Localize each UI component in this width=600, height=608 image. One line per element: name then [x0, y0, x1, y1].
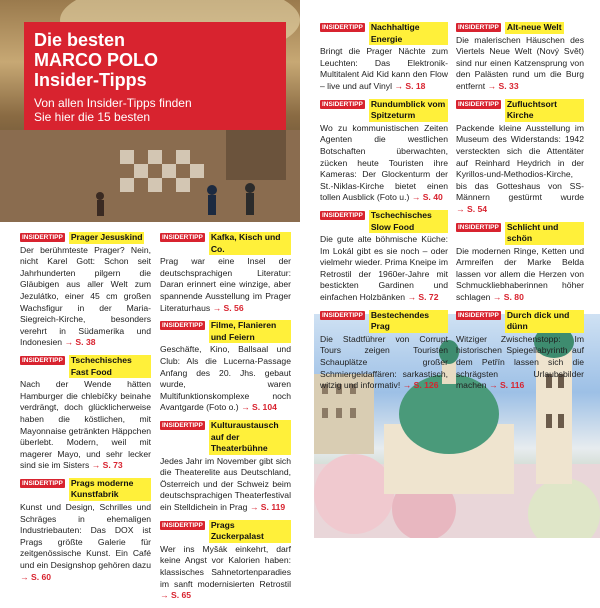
- tip-entry: [456, 222, 584, 304]
- banner-title-line1: Die besten: [34, 30, 126, 50]
- tip-body: Die gute alte böhmische Küche: Im Lokál gibt es sie noch – oder vielmehr wieder. Prima Kneipe im Retrostil der 1960er-Jahre mit bestickten Gardinen und einfachen Holzbänken: [320, 234, 448, 303]
- tip-entry: [20, 478, 151, 583]
- insider-tip-badge: INSIDERTIPP: [22, 479, 63, 487]
- insider-tip-badge: INSIDERTIPP: [322, 211, 363, 219]
- page-reference: → S. 116: [488, 380, 525, 391]
- insider-tip-badge: INSIDERTIPP: [22, 234, 63, 241]
- tip-title: Prags Zuckerpalast: [209, 520, 291, 543]
- page-reference: → S. 65: [160, 590, 192, 601]
- tips-column-3: [320, 22, 448, 398]
- tip-entry: [320, 210, 448, 304]
- banner-subtitle-line1: Von allen Insider-Tipps finden: [34, 96, 192, 110]
- tip-title: Zufluchtsort Kirche: [505, 99, 584, 122]
- page-reference: → S. 33: [487, 80, 519, 91]
- tip-title: Bestechendes Prag: [369, 310, 448, 333]
- tip-body: Kunst und Design, Schrilles und Schräges in ehemaligen Industriebauten: Das DOX ist Prags größte Galerie für zeitgenössische Kunst. Ein Café und ein Designshop gehören dazu: [20, 502, 151, 571]
- insider-tip-badge: INSIDERTIPP: [322, 311, 363, 319]
- page-reference: → S. 119: [249, 502, 286, 513]
- page-reference: → S. 104: [241, 402, 277, 413]
- tip-title: Alt-neue Welt: [506, 22, 562, 32]
- page-reference: → S. 40: [411, 192, 443, 203]
- page-reference: → S. 60: [20, 571, 52, 582]
- tip-entry: [20, 232, 151, 349]
- page-reference: → S. 56: [212, 302, 244, 313]
- tip-body: Prag war eine Insel der deutschsprachigen Literatur: Daran erinnert eine winzige, aber spannende Ausstellung im Prager Literaturhaus: [160, 256, 291, 313]
- tip-body: Nach der Wende hätten Hamburger die chlebíčky beinahe verdrängt, doch glücklicherweise haben die köstlichen, mit Mayonnaise getränkten Häppchen überlebt. Modern, weil mit magerer Mayo, und sehr lecker sind sie im Sisters: [20, 379, 151, 471]
- tip-entry: [320, 22, 448, 93]
- page-reference: → S. 80: [492, 292, 524, 303]
- tip-body: Wer ins Myšák einkehrt, darf keine Angst vor Kalorien haben: klassisches Sahnetortenparadies im sanft modernisierten Retrostil: [160, 543, 291, 589]
- page-reference: → S. 72: [407, 292, 439, 303]
- tip-title: Prager Jesuskind: [70, 232, 143, 242]
- tip-body: Die Stadtführer von Corrupt Tours zeigen Touristen Schauplätze großer Schmiergeldaffären: sarkastisch, witzig und informativ!: [320, 333, 448, 391]
- tip-title: Schlicht und schön: [505, 222, 584, 245]
- tip-entry: [160, 320, 291, 414]
- page-reference: → S. 38: [64, 337, 96, 348]
- tip-entry: [20, 355, 151, 472]
- tip-body: Die modernen Ringe, Ketten und Armreifen der Marke Belda lassen vor allem die Herzen von Schmuckliebhaberinnen höher schlagen: [456, 245, 584, 303]
- tip-entry: [320, 310, 448, 392]
- tip-entry: [160, 520, 291, 602]
- insider-tip-badge: INSIDERTIPP: [322, 24, 363, 31]
- tip-body: Bringt die Prager Nächte zum Leuchten: Das Elektronik-Multitalent Aid Kid kann den Flow – live und auf Vinyl: [320, 46, 448, 91]
- tip-title: Nachhaltige Energie: [369, 22, 448, 45]
- tip-body: Wo zu kommunistischen Zeiten Agenten die westlichen Botschaften überwachten, zücken heute Touristen ihre Kameras: Der Glockenturm der St.-Niklas-Kirche bietet einen tollen Ausblick (Foto u.): [320, 122, 448, 203]
- insider-tip-badge: INSIDERTIPP: [458, 223, 499, 231]
- tips-column-4: [456, 22, 584, 398]
- insider-tip-badge: INSIDERTIPP: [162, 521, 203, 529]
- tip-title: Rundumblick vom Spitzeturm: [369, 99, 448, 122]
- insider-tips-banner: [24, 22, 286, 130]
- insider-tip-badge: INSIDERTIPP: [22, 356, 63, 364]
- tip-body: Geschäfte, Kino, Ballsaal und Club: Als die Lucerna-Passage Anfang des 20. Jhs. gebaut wurde, waren Multifunktionskomplexe noch Avantgarde (Foto o.): [160, 344, 291, 413]
- tip-title: Filme, Flanieren und Feiern: [209, 320, 291, 343]
- page-reference: → S. 73: [91, 460, 123, 471]
- banner-subtitle-line2: Sie hier die 15 besten: [34, 110, 151, 124]
- tip-entry: [160, 232, 291, 314]
- tip-title: Kulturaustausch auf der Theaterbühne: [209, 420, 291, 455]
- insider-tip-badge: INSIDERTIPP: [162, 421, 203, 429]
- tip-title: Durch dick und dünn: [505, 310, 584, 333]
- insider-tip-badge: INSIDERTIPP: [162, 322, 203, 330]
- tip-title: Prags moderne Kunstfabrik: [69, 478, 151, 501]
- tip-entry: [456, 99, 584, 216]
- banner-title-line3: Insider-Tipps: [34, 70, 147, 90]
- tip-entry: [320, 99, 448, 204]
- tip-body: Jedes Jahr im November gibt sich die Theaterelite aus Deutschland, Österreich und der Schweiz beim deutschsprachigen Theaterfestival ein Stelldichein in Prag: [160, 455, 291, 513]
- tip-entry: [456, 22, 584, 93]
- tip-title: Tschechisches Slow Food: [369, 210, 448, 233]
- tips-column-1: [20, 232, 151, 589]
- insider-tip-badge: INSIDERTIPP: [162, 234, 203, 241]
- tip-body: Der berühmteste Prager? Nein, nicht Karel Gott: Schon seit Jahrhunderten pilgern die Gläubigen aus aller Welt zum Jezulátko, einer 45 cm großen Wachsfigur in der Maria-Siegreich-Kirche, besonders verehrt in Südamerika und Indonesien: [20, 244, 151, 348]
- tips-column-2: [160, 232, 291, 608]
- insider-tip-badge: INSIDERTIPP: [322, 100, 363, 108]
- photo-lucerna-passage: [0, 0, 300, 222]
- insider-tip-badge: INSIDERTIPP: [458, 100, 499, 108]
- insider-tip-badge: INSIDERTIPP: [458, 311, 499, 319]
- tip-body: Witziger Zwischenstopp: Im historischen Spiegellabyrinth auf dem Petřín lassen sich die schrägsten Urlaubsbilder machen: [456, 333, 584, 391]
- page-reference: → S. 54: [456, 203, 488, 214]
- insider-tip-badge: INSIDERTIPP: [458, 24, 499, 31]
- tip-title: Tschechisches Fast Food: [69, 355, 151, 378]
- tip-body: Packende kleine Ausstellung im Museum des Widerstands: 1942 versteckten sich die Attentäter auf Reinhard Heydrich in der Kyrillos-und-Methodios-Kirche, bis das Gotteshaus von SS-Männern gestürmt wurde: [456, 122, 584, 203]
- tip-body: Die malerischen Häuschen des Viertels Neue Welt (Nový Svět) sind nur einen Katzensprung von den Palästen rund um die Burg entfernt: [456, 34, 584, 91]
- tip-entry: [456, 310, 584, 392]
- page-reference: → S. 18: [394, 80, 426, 91]
- page-reference: → S. 126: [402, 380, 439, 391]
- banner-title-line2: MARCO POLO: [34, 50, 158, 70]
- tip-title: Kafka, Kisch und Co.: [209, 232, 291, 255]
- tip-entry: [160, 420, 291, 514]
